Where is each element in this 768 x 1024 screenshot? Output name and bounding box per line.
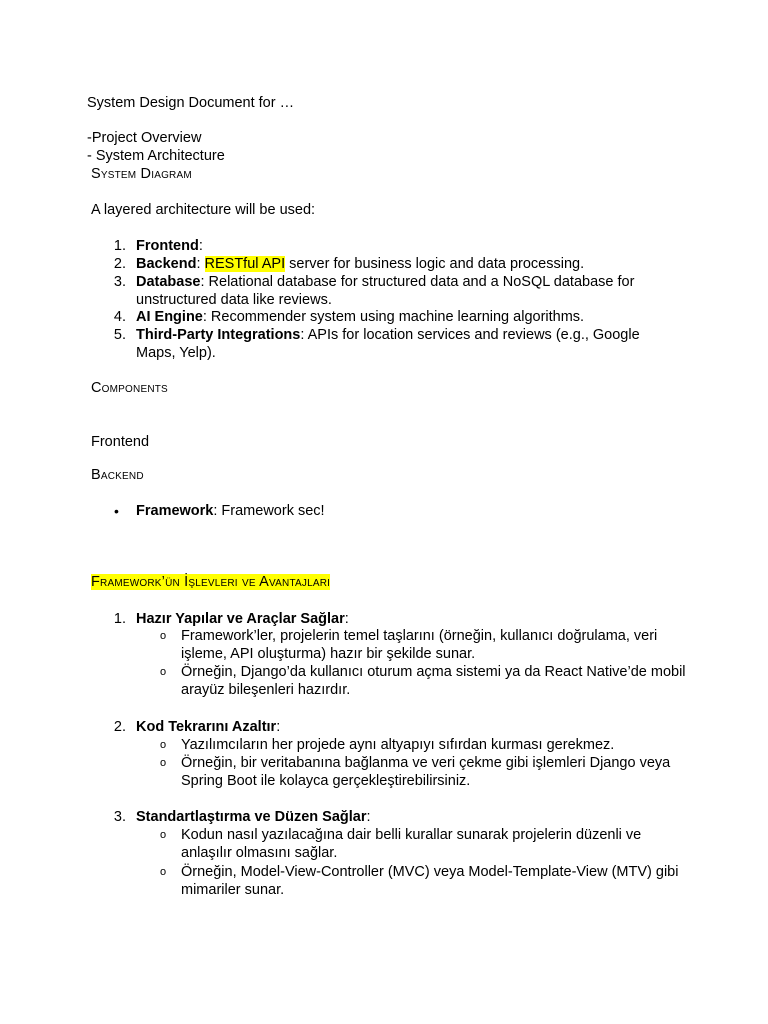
sub-bullet-icon: o [160, 757, 167, 769]
list-item [136, 326, 676, 362]
list-term: Backend [136, 256, 197, 272]
list-colon: : [366, 809, 371, 825]
intro-text: A layered architecture will be used: [91, 202, 316, 218]
list-desc: : APIs for location services and reviews (e.g., Google Maps, Yelp). [136, 327, 640, 361]
sub-list-item: Kodun nasıl yazılacağına dair belli kurallar sunarak projelerin düzenli ve anlaşılır olmasını sağlar. [181, 827, 642, 861]
framework-heading [91, 573, 330, 591]
list-number: 1. [113, 238, 126, 254]
frontend-heading: Frontend [91, 434, 150, 450]
sub-bullet-icon: o [160, 829, 167, 841]
list-number: 5. [113, 327, 126, 343]
list-item [136, 255, 676, 273]
list-item [136, 308, 676, 326]
list-item [136, 610, 676, 628]
list-term: Database [136, 274, 201, 290]
sub-list-item: Örneğin, bir veritabanına bağlanma ve veri çekme gibi işlemleri Django veya Spring Boot ile kolayca gerçekleştirebilirsiniz. [181, 755, 671, 789]
list-term: Framework [136, 503, 214, 519]
sub-bullet-icon: o [160, 739, 167, 751]
list-number: 2. [113, 256, 126, 272]
backend-heading: Backend [91, 467, 144, 483]
list-item [136, 718, 676, 736]
sub-list-item: Yazılımcıların her projede aynı altyapıyı sıfırdan kurması gerekmez. [181, 737, 615, 753]
sub-list-item: Örneğin, Model-View-Controller (MVC) veya Model-Template-View (MTV) gibi mimariler sunar. [181, 864, 679, 898]
list-desc: server for business logic and data processing. [285, 256, 585, 272]
list-desc: : Framework sec! [213, 503, 325, 519]
list-number: 4. [113, 309, 126, 325]
list-number: 3. [113, 274, 126, 290]
list-term: Frontend [136, 238, 199, 254]
list-term: AI Engine [136, 309, 203, 325]
list-item [136, 502, 676, 520]
list-number: 1. [113, 611, 126, 627]
list-number: 2. [113, 719, 126, 735]
list-item [136, 808, 676, 826]
list-number: 3. [113, 809, 126, 825]
list-colon: : [344, 611, 349, 627]
list-desc: : Recommender system using machine learning algorithms. [202, 309, 585, 325]
list-term: Standartlaştırma ve Düzen Sağlar [136, 809, 367, 825]
list-sep: : [196, 256, 205, 272]
sub-bullet-icon: o [160, 866, 167, 878]
list-term: Kod Tekrarını Azaltır [136, 719, 277, 735]
bullet-icon: • [114, 503, 119, 519]
sub-list-item: Örneğin, Django’da kullanıcı oturum açma sistemi ya da React Native’de mobil arayüz bileşenleri hazırdır. [181, 664, 686, 698]
outline-item: - System Architecture [87, 148, 225, 164]
sub-list-item: Framework’ler, projelerin temel taşlarını (örneğin, kullanıcı doğrulama, veri işleme, API oluşturma) hazır bir şekilde sunar. [181, 628, 658, 662]
highlighted-text: RESTful API [204, 256, 286, 272]
framework-heading-text: Framework’ün İşlevleri ve Avantajları [91, 574, 331, 590]
list-desc: : Relational database for structured data and a NoSQL database for unstructured data like reviews. [136, 274, 635, 308]
sub-bullet-icon: o [160, 666, 167, 678]
doc-title: System Design Document for … [87, 95, 295, 111]
list-colon: : [276, 719, 281, 735]
list-term: Hazır Yapılar ve Araçlar Sağlar [136, 611, 345, 627]
list-term: Third-Party Integrations [136, 327, 301, 343]
system-diagram-heading: System Diagram [91, 166, 192, 182]
list-desc: : [198, 238, 203, 254]
components-heading: Components [91, 380, 168, 396]
outline-item: -Project Overview [87, 130, 202, 146]
sub-bullet-icon: o [160, 630, 167, 642]
list-item [136, 273, 676, 309]
list-item [136, 237, 676, 255]
